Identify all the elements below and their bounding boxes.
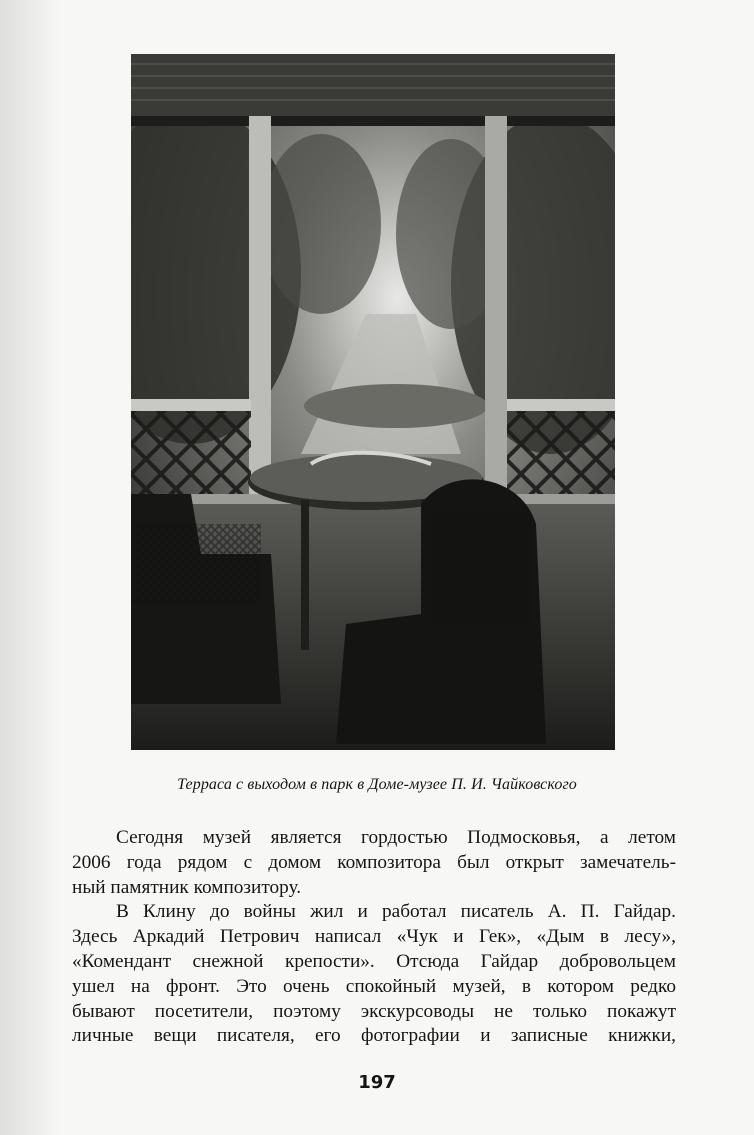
terrace-photo [131,54,615,750]
text-line: бывают посетители, поэтому экскурсоводы не только покажут [72,1000,676,1022]
text-line: «Комендант снежной крепости». Отсюда Гайдар добровольцем [72,950,676,972]
text-line: Сегодня музей является гордостью Подмосковья, а летом [116,827,676,848]
text-line: ушел на фронт. Это очень спокойный музей, в котором редко [72,975,676,997]
paragraph-1 [72,826,676,900]
text-line: личные вещи писателя, его фотографии и записные книжки, [72,1025,676,1047]
page-number: 197 [358,1072,396,1093]
text-line: 2006 года рядом с домом композитора был открыт замечатель- [72,851,676,873]
photo-caption: Терраса с выходом в парк в Доме-музее П. И. Чайковского [177,776,577,793]
text-line: Здесь Аркадий Петрович написал «Чук и Гек», «Дым в лесу», [72,926,676,948]
text-line: ный памятник композитору. [72,876,302,898]
body-text [72,826,676,1049]
page-edge-shadow [0,0,60,1135]
paragraph-2 [72,900,676,1049]
text-line: В Клину до войны жил и работал писатель А. П. Гайдар. [116,901,676,923]
